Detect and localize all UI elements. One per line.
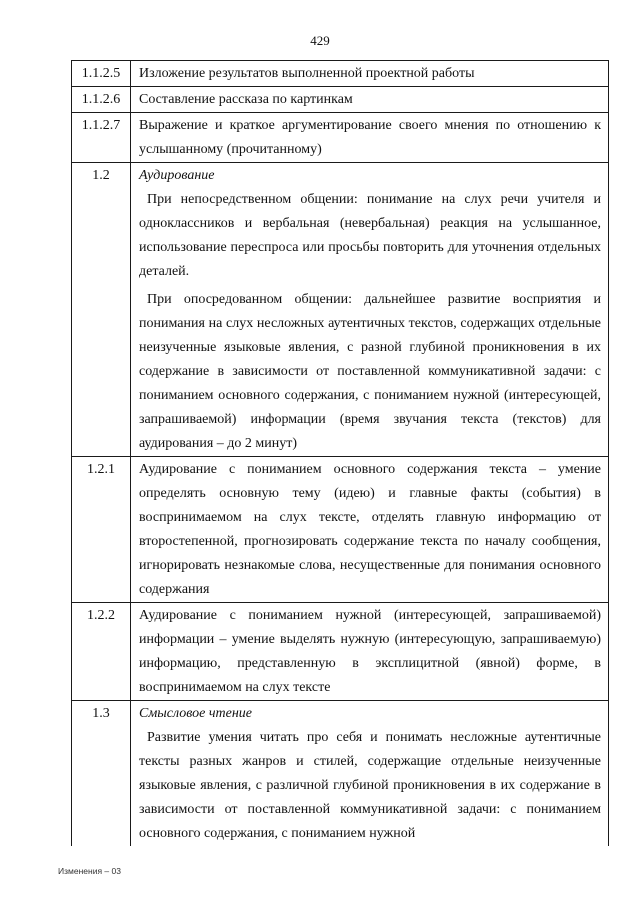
row-number: 1.1.2.6 xyxy=(72,87,131,113)
row-paragraph: Изложение результатов выполненной проектной работы xyxy=(139,66,475,81)
row-number: 1.2.2 xyxy=(72,603,131,701)
table-row xyxy=(72,61,609,87)
row-number: 1.3 xyxy=(72,701,131,847)
table-row xyxy=(72,163,609,457)
row-paragraph: При опосредованном общении: дальнейшее развитие восприятия и понимания на слух несложных аутентичных текстов, содержащих отдельные неизученные языковые явления, с разной глубиной проникновения в их содержание в зависимости от поставленной коммуникативной задачи: с пониманием основного содержания, с пониманием нужной (интересующей, запрашиваемой) информации (время звучания текста (текстов) для аудирования – до 2 минут) xyxy=(139,292,601,451)
row-text xyxy=(131,113,609,163)
table-row xyxy=(72,113,609,163)
row-number: 1.2.1 xyxy=(72,457,131,603)
table-row xyxy=(72,87,609,113)
row-number: 1.1.2.7 xyxy=(72,113,131,163)
row-text xyxy=(131,163,609,457)
row-paragraph: Аудирование с пониманием нужной (интересующей, запрашиваемой) информации – умение выделять нужную (интересующую, запрашиваемую) информацию, представленную в эксплицитной (явной) форме, в воспринимаемом на слух тексте xyxy=(139,608,601,695)
row-number: 1.2 xyxy=(72,163,131,457)
row-text xyxy=(131,87,609,113)
row-paragraph: Аудирование с пониманием основного содержания текста – умение определять основную тему (идею) и главные факты (события) в воспринимаемом на слух тексте, отделять главную информацию от второстепенной, прогнозировать содержание текста по началу сообщения, игнорировать незнакомые слова, несущественные для понимания основного содержания xyxy=(139,462,601,597)
table-row xyxy=(72,603,609,701)
page-number: 429 xyxy=(310,33,330,48)
table-row xyxy=(72,457,609,603)
row-paragraph: Развитие умения читать про себя и понимать несложные аутентичные тексты разных жанров и стилей, содержащие отдельные неизученные языковые явления, с различной глубиной проникновения в их содержание в зависимости от поставленной коммуникативной задачи: с пониманием основного содержания, с пониманием нужной xyxy=(139,730,601,841)
row-text xyxy=(131,457,609,603)
content-table xyxy=(71,60,609,846)
section-heading: Смысловое чтение xyxy=(139,706,253,721)
row-paragraph: При непосредственном общении: понимание на слух речи учителя и одноклассников и вербальная (невербальная) реакция на услышанное, использование переспроса или просьбы повторить для уточнения отдельных деталей. xyxy=(139,192,601,279)
row-number: 1.1.2.5 xyxy=(72,61,131,87)
row-text xyxy=(131,701,609,847)
row-paragraph: Выражение и краткое аргументирование своего мнения по отношению к услышанному (прочитанному) xyxy=(139,118,601,157)
row-paragraph: Составление рассказа по картинкам xyxy=(139,92,353,107)
footer-revision: Изменения – 03 xyxy=(58,866,121,876)
row-text xyxy=(131,61,609,87)
row-text xyxy=(131,603,609,701)
section-heading: Аудирование xyxy=(139,168,215,183)
table-row xyxy=(72,701,609,847)
